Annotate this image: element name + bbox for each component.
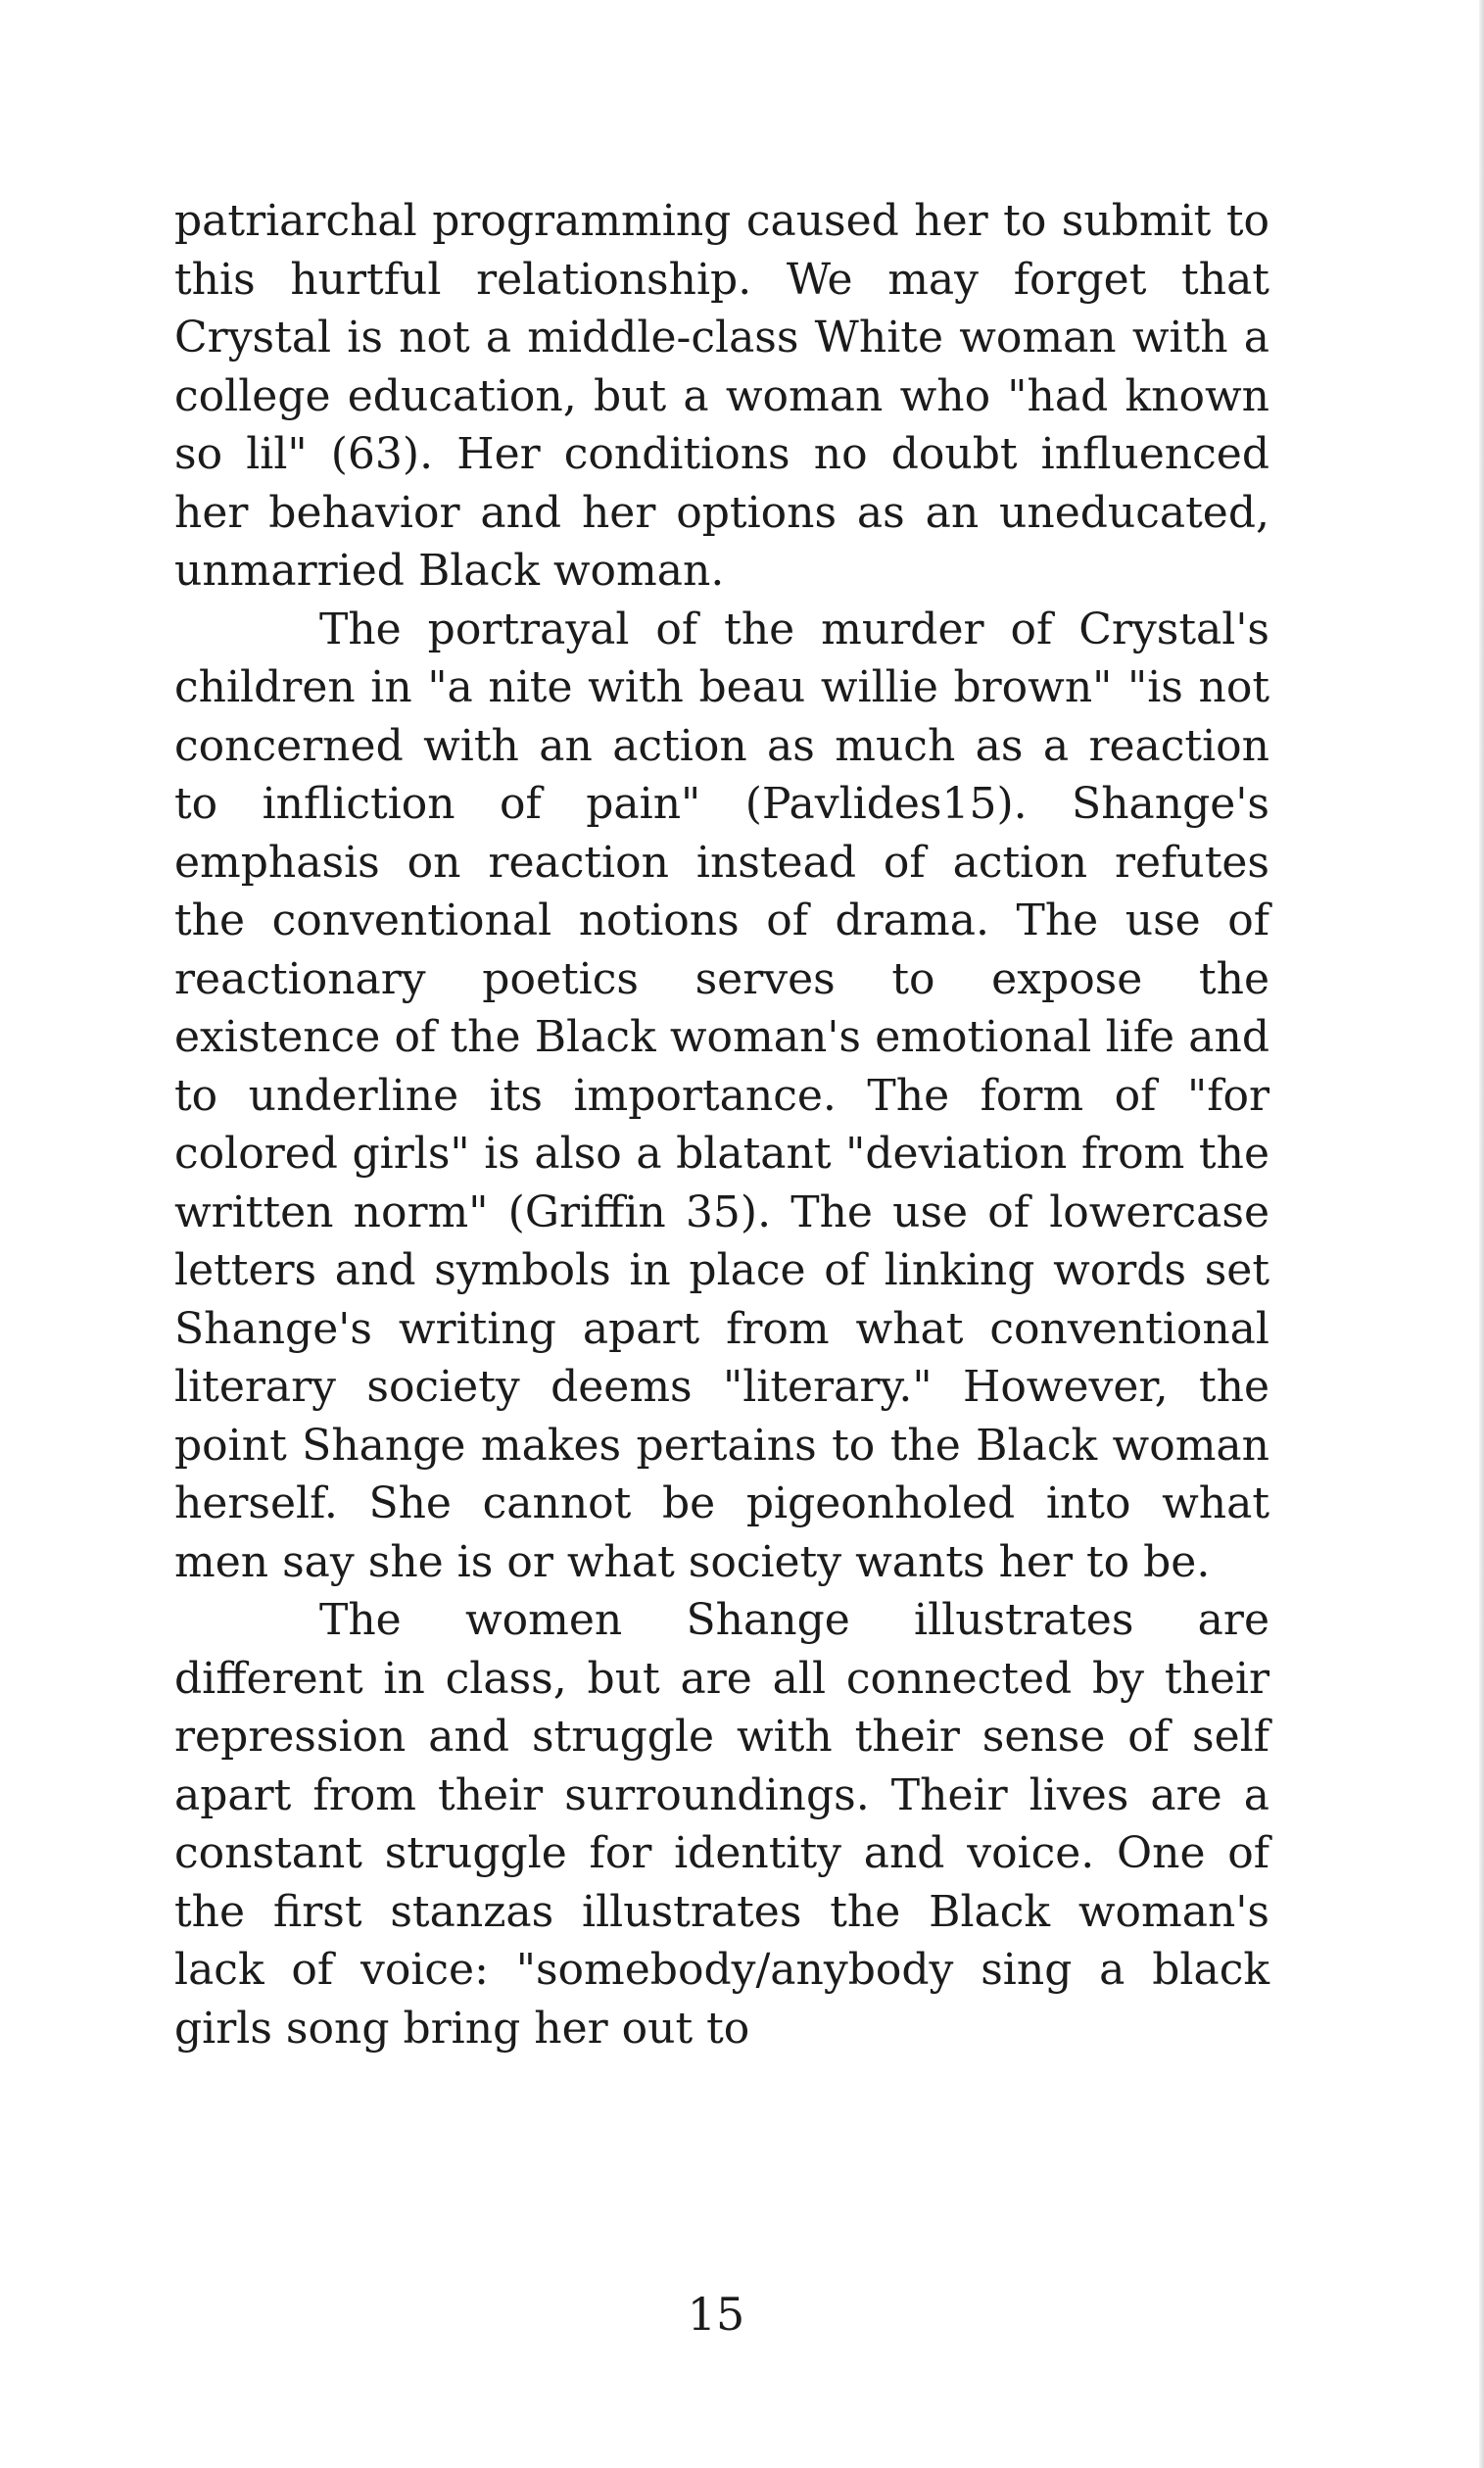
page-edge-shadow <box>1479 0 1484 2468</box>
body-text <box>174 192 1269 2057</box>
paragraph-women: The women Shange illustrates are different in class, but are all connected by their repression and struggle with their sense of self apart from their surroundings. Their lives are a constant struggle for identity and voice. One of the first stanzas illustrates the Black woman's lack of voice: "somebody/anybody sing a black girls song bring her out to <box>174 1595 1269 2054</box>
paragraph-portrayal: The portrayal of the murder of Crystal's children in "a nite with beau willie brown" "is not concerned with an action as much as a reaction to infliction of pain" (Pavlides15). Shange's emphasis on reaction instead of action refutes the conventional notions of drama. The use of reactionary poetics serves to expose the existence of the Black woman's emotional life and to underline its importance. The form of "for colored girls" is also a blatant "deviation from the written norm" (Griffin 35). The use of lowercase letters and symbols in place of linking words set Shange's writing apart from what conventional literary society deems "literary." However, the point Shange makes pertains to the Black woman herself. She cannot be pigeonholed into what men say she is or what society wants her to be. <box>174 604 1269 1587</box>
page-number: 15 <box>687 2288 745 2341</box>
paragraph-continuation: patriarchal programming caused her to submit to this hurtful relationship. We may forget that Crystal is not a middle-class White woman with a college education, but a woman who "had known so lil" (63). Her conditions no doubt influenced her behavior and her options as an uneducated, unmarried Black woman. <box>174 196 1269 596</box>
